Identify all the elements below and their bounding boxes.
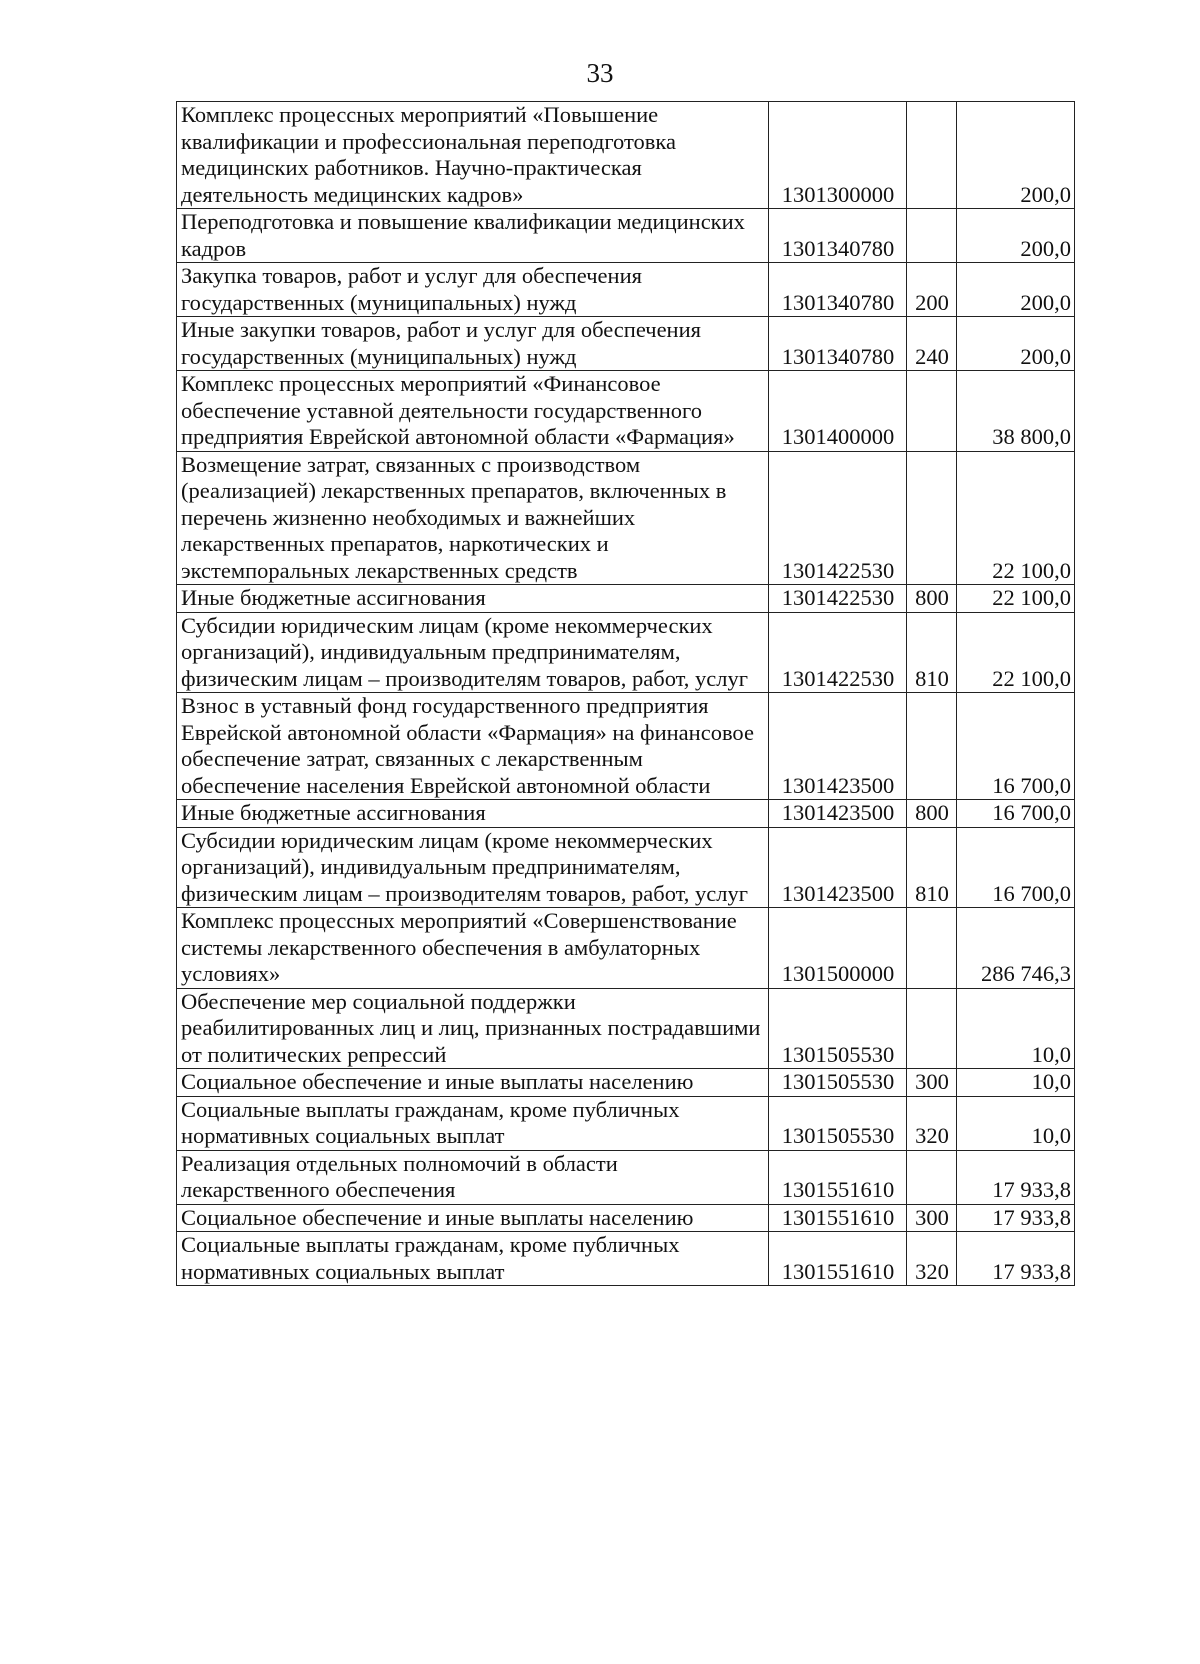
amount-cell: 200,0 xyxy=(957,209,1075,263)
amount-cell: 286 746,3 xyxy=(957,908,1075,989)
expense-type-code-cell xyxy=(907,451,957,585)
budget-table xyxy=(176,101,1075,1286)
expense-type-code-cell: 300 xyxy=(907,1069,957,1097)
table-row xyxy=(177,451,1075,585)
row-name-cell: Возмещение затрат, связанных с производством (реализацией) лекарственных препаратов, включенных в перечень жизненно необходимых и важнейших лекарственных препаратов, наркотических и экстемпоральных лекарственных средств xyxy=(177,451,769,585)
expense-type-code-cell: 320 xyxy=(907,1096,957,1150)
target-article-code-cell: 1301422530 xyxy=(769,612,907,693)
amount-cell: 17 933,8 xyxy=(957,1204,1075,1232)
expense-type-code-cell: 810 xyxy=(907,612,957,693)
table-row xyxy=(177,988,1075,1069)
expense-type-code-cell xyxy=(907,1150,957,1204)
row-name-cell: Социальные выплаты гражданам, кроме публичных нормативных социальных выплат xyxy=(177,1232,769,1286)
amount-cell: 17 933,8 xyxy=(957,1232,1075,1286)
expense-type-code-cell: 810 xyxy=(907,827,957,908)
table-row xyxy=(177,102,1075,209)
amount-cell: 16 700,0 xyxy=(957,827,1075,908)
row-name-cell: Социальное обеспечение и иные выплаты населению xyxy=(177,1069,769,1097)
table-row xyxy=(177,612,1075,693)
row-name-cell: Комплекс процессных мероприятий «Совершенствование системы лекарственного обеспечения в амбулаторных условиях» xyxy=(177,908,769,989)
target-article-code-cell: 1301340780 xyxy=(769,263,907,317)
target-article-code-cell: 1301340780 xyxy=(769,317,907,371)
table-row xyxy=(177,693,1075,800)
target-article-code-cell: 1301551610 xyxy=(769,1204,907,1232)
budget-table-body xyxy=(177,102,1075,1286)
target-article-code-cell: 1301423500 xyxy=(769,693,907,800)
amount-cell: 200,0 xyxy=(957,263,1075,317)
target-article-code-cell: 1301423500 xyxy=(769,800,907,828)
expense-type-code-cell: 800 xyxy=(907,800,957,828)
row-name-cell: Социальные выплаты гражданам, кроме публичных нормативных социальных выплат xyxy=(177,1096,769,1150)
target-article-code-cell: 1301300000 xyxy=(769,102,907,209)
expense-type-code-cell xyxy=(907,908,957,989)
amount-cell: 200,0 xyxy=(957,317,1075,371)
table-row xyxy=(177,209,1075,263)
expense-type-code-cell xyxy=(907,988,957,1069)
row-name-cell: Реализация отдельных полномочий в области лекарственного обеспечения xyxy=(177,1150,769,1204)
row-name-cell: Обеспечение мер социальной поддержки реабилитированных лиц и лиц, признанных пострадавшими от политических репрессий xyxy=(177,988,769,1069)
row-name-cell: Иные бюджетные ассигнования xyxy=(177,800,769,828)
target-article-code-cell: 1301505530 xyxy=(769,1096,907,1150)
table-row xyxy=(177,827,1075,908)
table-row xyxy=(177,1204,1075,1232)
row-name-cell: Иные бюджетные ассигнования xyxy=(177,585,769,613)
target-article-code-cell: 1301400000 xyxy=(769,371,907,452)
row-name-cell: Социальное обеспечение и иные выплаты населению xyxy=(177,1204,769,1232)
row-name-cell: Иные закупки товаров, работ и услуг для обеспечения государственных (муниципальных) нужд xyxy=(177,317,769,371)
amount-cell: 200,0 xyxy=(957,102,1075,209)
target-article-code-cell: 1301422530 xyxy=(769,585,907,613)
amount-cell: 16 700,0 xyxy=(957,800,1075,828)
target-article-code-cell: 1301551610 xyxy=(769,1232,907,1286)
target-article-code-cell: 1301340780 xyxy=(769,209,907,263)
table-row xyxy=(177,908,1075,989)
table-row xyxy=(177,317,1075,371)
target-article-code-cell: 1301505530 xyxy=(769,1069,907,1097)
target-article-code-cell: 1301423500 xyxy=(769,827,907,908)
target-article-code-cell: 1301551610 xyxy=(769,1150,907,1204)
amount-cell: 10,0 xyxy=(957,988,1075,1069)
page-number: 33 xyxy=(586,58,614,88)
expense-type-code-cell xyxy=(907,209,957,263)
amount-cell: 22 100,0 xyxy=(957,451,1075,585)
row-name-cell: Закупка товаров, работ и услуг для обеспечения государственных (муниципальных) нужд xyxy=(177,263,769,317)
table-row xyxy=(177,263,1075,317)
expense-type-code-cell xyxy=(907,371,957,452)
target-article-code-cell: 1301505530 xyxy=(769,988,907,1069)
amount-cell: 16 700,0 xyxy=(957,693,1075,800)
expense-type-code-cell xyxy=(907,693,957,800)
row-name-cell: Взнос в уставный фонд государственного предприятия Еврейской автономной области «Фармация» на финансовое обеспечение затрат, связанных с лекарственным обеспечение населения Еврейской автономной области xyxy=(177,693,769,800)
row-name-cell: Субсидии юридическим лицам (кроме некоммерческих организаций), индивидуальным предпринимателям, физическим лицам – производителям товаров, работ, услуг xyxy=(177,827,769,908)
row-name-cell: Комплекс процессных мероприятий «Финансовое обеспечение уставной деятельности государственного предприятия Еврейской автономной области «Фармация» xyxy=(177,371,769,452)
amount-cell: 10,0 xyxy=(957,1069,1075,1097)
row-name-cell: Субсидии юридическим лицам (кроме некоммерческих организаций), индивидуальным предпринимателям, физическим лицам – производителям товаров, работ, услуг xyxy=(177,612,769,693)
expense-type-code-cell: 300 xyxy=(907,1204,957,1232)
amount-cell: 17 933,8 xyxy=(957,1150,1075,1204)
target-article-code-cell: 1301422530 xyxy=(769,451,907,585)
amount-cell: 38 800,0 xyxy=(957,371,1075,452)
expense-type-code-cell: 320 xyxy=(907,1232,957,1286)
expense-type-code-cell xyxy=(907,102,957,209)
table-row xyxy=(177,1096,1075,1150)
expense-type-code-cell: 240 xyxy=(907,317,957,371)
table-row xyxy=(177,1232,1075,1286)
table-row xyxy=(177,371,1075,452)
amount-cell: 10,0 xyxy=(957,1096,1075,1150)
amount-cell: 22 100,0 xyxy=(957,612,1075,693)
row-name-cell: Комплекс процессных мероприятий «Повышение квалификации и профессиональная переподготовка медицинских работников. Научно-практическая деятельность медицинских кадров» xyxy=(177,102,769,209)
expense-type-code-cell: 800 xyxy=(907,585,957,613)
table-row xyxy=(177,585,1075,613)
expense-type-code-cell: 200 xyxy=(907,263,957,317)
table-row xyxy=(177,1069,1075,1097)
table-row xyxy=(177,800,1075,828)
amount-cell: 22 100,0 xyxy=(957,585,1075,613)
table-row xyxy=(177,1150,1075,1204)
target-article-code-cell: 1301500000 xyxy=(769,908,907,989)
row-name-cell: Переподготовка и повышение квалификации медицинских кадров xyxy=(177,209,769,263)
